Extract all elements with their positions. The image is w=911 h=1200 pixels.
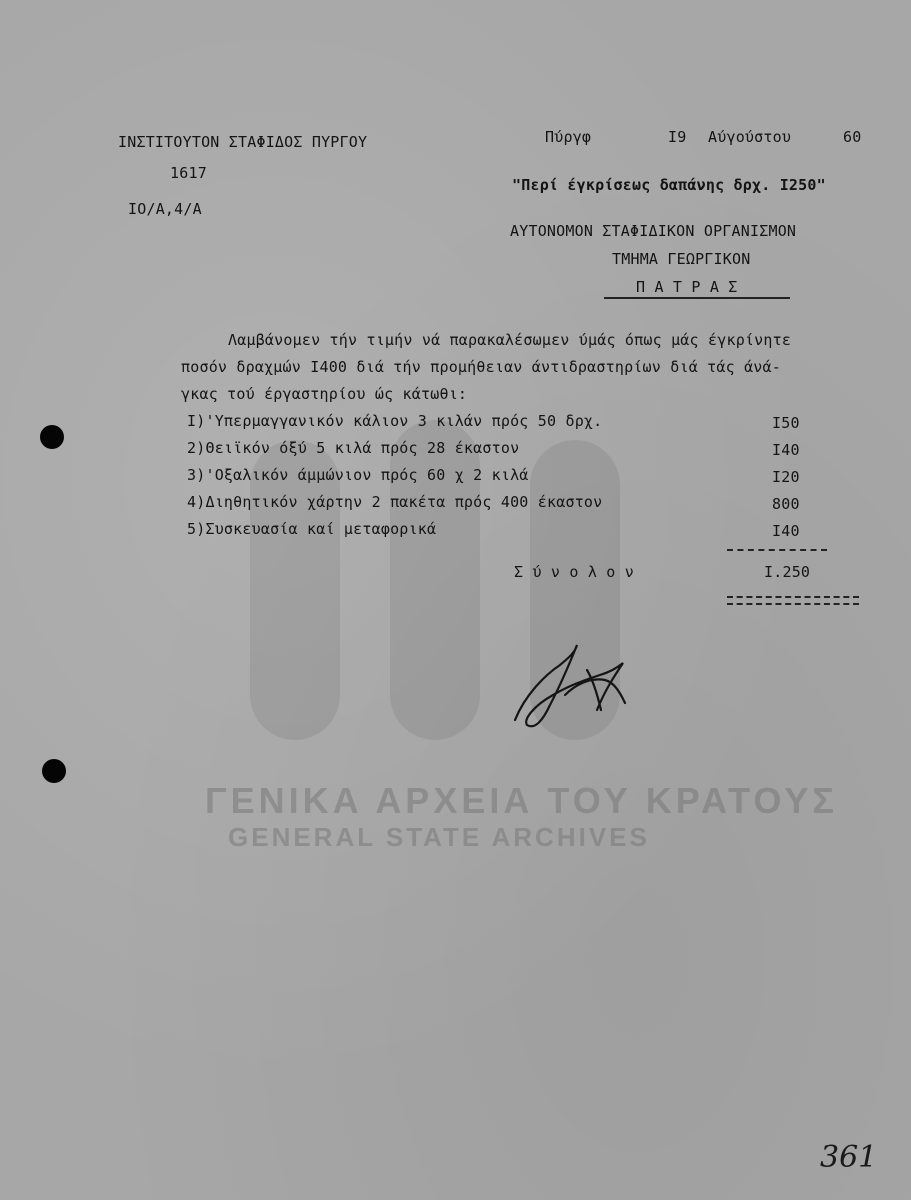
item-amount: 800 bbox=[772, 495, 800, 513]
total-label: Σ ύ ν ο λ ο ν bbox=[514, 563, 634, 581]
item-amount: Ι40 bbox=[772, 441, 800, 459]
item-amount: Ι50 bbox=[772, 414, 800, 432]
watermark-greek: ΓΕΝΙΚΑ ΑΡΧΕΙΑ ΤΟΥ ΚΡΑΤΟΥΣ bbox=[205, 780, 839, 821]
body-line-1: Λαμβάνομεν τήν τιμήν νά παρακαλέσωμεν ύμάς όπως μάς έγκρίνητε bbox=[228, 331, 792, 349]
item-line: 5)Συσκευασία καί μεταφορικά bbox=[187, 520, 437, 538]
punch-hole-top bbox=[40, 425, 64, 449]
date-month: Αύγούστου bbox=[708, 128, 792, 146]
recipient-line-3: Π Α Τ Ρ Α Σ bbox=[636, 278, 738, 296]
reference-code: ΙΟ/Α,4/Α bbox=[128, 200, 202, 218]
subtotal-rule bbox=[727, 549, 827, 551]
protocol-number: 1617 bbox=[170, 164, 207, 182]
date-year: 60 bbox=[843, 128, 862, 146]
recipient-line-1: ΑΥΤΟΝΟΜΟΝ ΣΤΑΦΙΔΙΚΟΝ ΟΡΓΑΝΙΣΜΟΝ bbox=[510, 222, 797, 240]
total-double-rule-bottom bbox=[727, 603, 859, 605]
body-line-3: γκας τού έργαστηρίου ώς κάτωθι: bbox=[181, 385, 468, 403]
item-line: 4)Διηθητικόν χάρτην 2 πακέτα πρός 400 έκαστον bbox=[187, 493, 603, 511]
total-double-rule-top bbox=[727, 596, 859, 598]
item-amount: Ι40 bbox=[772, 522, 800, 540]
total-amount: Ι.250 bbox=[764, 563, 811, 581]
item-line: Ι)'Υπερμαγγανικόν κάλιον 3 κιλάν πρός 50 δρχ. bbox=[187, 412, 603, 430]
sender-institution: ΙΝΣΤΙΤΟΥΤΟΝ ΣΤΑΦΙΔΟΣ ΠΥΡΓΟΥ bbox=[118, 133, 368, 151]
recipient-line-2: ΤΜΗΜΑ ΓΕΩΡΓΙΚΟΝ bbox=[612, 250, 751, 268]
item-amount: Ι20 bbox=[772, 468, 800, 486]
date-day: Ι9 bbox=[668, 128, 687, 146]
item-line: 2)Θειϊκόν όξύ 5 κιλά πρός 28 έκαστον bbox=[187, 439, 520, 457]
subject-line: "Περί έγκρίσεως δαπάνης δρχ. Ι250" bbox=[512, 176, 826, 194]
punch-hole-bottom bbox=[42, 759, 66, 783]
handwritten-signature bbox=[505, 635, 645, 745]
recipient-underline bbox=[604, 297, 790, 299]
page-number: 361 bbox=[820, 1140, 878, 1175]
body-line-2: ποσόν δραχμών Ι400 διά τήν προμήθειαν άντιδραστηρίων διά τάς άνά- bbox=[181, 358, 781, 376]
item-line: 3)'Οξαλικόν άμμώνιον πρός 60 χ 2 κιλά bbox=[187, 466, 529, 484]
date-place: Πύργφ bbox=[545, 128, 592, 146]
watermark-english: GENERAL STATE ARCHIVES bbox=[228, 822, 650, 852]
